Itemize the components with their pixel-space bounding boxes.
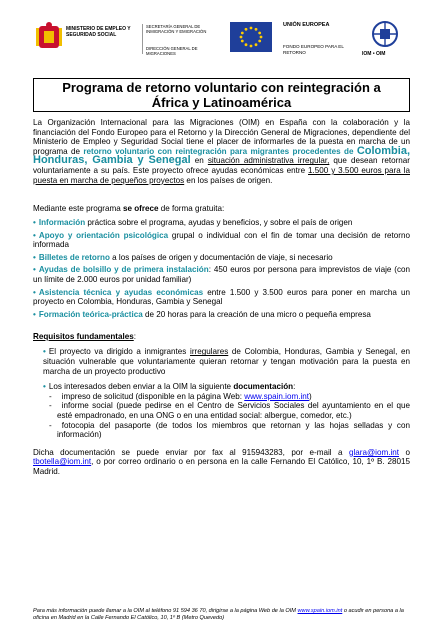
offer-item-text: a los países de origen y documentación de viaje, si necesario [109, 252, 333, 262]
secretaria-label: SECRETARÍA GENERAL DE INMIGRACIÓN Y EMIGRACIÓN [146, 24, 207, 34]
requirement-2: • Los interesados deben enviar a la OIM la siguiente documentación: [43, 382, 296, 392]
offer-item [33, 265, 410, 284]
intro-text-rest: que desean retornar voluntariamente a su país. Este proyecto ofrece ayudas económicas entre [33, 156, 410, 175]
header-logos [0, 0, 447, 70]
doc-item [33, 401, 410, 420]
offer-item-title: Asistencia técnica y ayudas económicas [38, 287, 204, 297]
dash-bullet: - [49, 420, 52, 430]
document-body [33, 118, 410, 477]
req2-c: : [293, 382, 296, 392]
requirements-title: Requisitos fundamentales [33, 331, 134, 341]
req1-a: El proyecto va dirigido a inmigrantes [48, 347, 191, 357]
footnote [33, 608, 410, 621]
doc-item-text: informe social (puede pedirse en el Centro de Servicios Sociales del ayuntamiento en el que esté empadronado, en una ONG o en una entidad social: albergue, comedor, etc.) [57, 401, 410, 421]
divider [142, 24, 143, 54]
doc-item [33, 421, 410, 440]
doc-item-text: fotocopia del pasaporte (de todos los miembros que retornan y las hojas selladas y con información) [57, 420, 410, 440]
bullet-icon: • [33, 265, 36, 275]
req2-b: documentación [233, 382, 294, 392]
offer-list [33, 218, 410, 319]
offer-item-title: Ayudas de bolsillo y de primera instalación [38, 265, 209, 275]
requirements-heading [33, 332, 410, 342]
direccion-label: DIRECCIÓN GENERAL DE MIGRACIONES [146, 46, 198, 56]
bullet-icon: • [33, 217, 36, 227]
contact-a: Dicha documentación se puede enviar por fax al 915943283, por e-mail a [33, 447, 349, 457]
contact-paragraph [33, 448, 410, 477]
irregular-status: situación administrativa irregular, [207, 156, 330, 166]
ministry-title: MINISTERIO DE EMPLEO Y SEGURIDAD SOCIAL [66, 26, 131, 38]
contact-c: , o por correo ordinario o en persona en la calle Fernando El Católico, 10, 1º B. 28015 Madrid. [33, 457, 410, 476]
offer-item-title: Apoyo y orientación psicológica [38, 230, 169, 240]
eu-fund-label: FONDO EUROPEO PARA EL RETORNO [283, 44, 344, 55]
contact-b: o [399, 447, 410, 457]
offer-item-text: grupal o individual con el fin de tomar una decisión de retorno informada [33, 230, 411, 250]
iom-logo-icon [368, 20, 402, 48]
iom-label: IOM • OIM [362, 51, 386, 57]
req1-u: irregulares [190, 347, 229, 357]
page-title [33, 78, 410, 112]
countries: Colombia, Honduras, Gambia y Senegal [33, 144, 410, 167]
intro-text-mid: en [190, 156, 208, 166]
offer-item-title: Billetes de retorno [38, 252, 110, 262]
intro-text: La Organización Internacional para las Migraciones (OIM) en España con la colaboración y la financiación del Fondo Europeo para el Retorno y la Dirección General de Migraciones, dependiente del Ministerio de Empleo y Seguridad Social tiene el placer de informarles de la puesta en marcha de un programa de [33, 118, 410, 156]
footnote-web-link[interactable]: www.spain.iom.int [297, 608, 343, 614]
offer-item-title: Formación teórica-práctica [38, 309, 143, 319]
offer-item-text: : 450 euros por persona para imprevistos de viaje (con un límite de 2.000 euros por unidad familiar) [33, 265, 410, 284]
dash-bullet: - [49, 391, 52, 401]
doc-item [33, 392, 410, 402]
bullet-icon: • [33, 230, 36, 240]
intro-text-end: en los países de origen. [184, 175, 273, 185]
offer-lead-b: se ofrece [122, 204, 159, 214]
email-link-2[interactable]: tbotella@iom.int [33, 457, 92, 467]
documentation-list [33, 392, 410, 440]
eu-flag-icon [230, 22, 272, 52]
intro-paragraph [33, 118, 410, 185]
bullet-icon: • [33, 309, 36, 319]
dash-bullet: - [49, 401, 52, 411]
offer-item [33, 231, 410, 250]
offer-item-text: práctica sobre el programa, ayudas y beneficios, y sobre el país de origen [85, 217, 353, 227]
req1-b: de Colombia, Honduras, Gambia y Senegal, en situación vulnerable que voluntariamente quieran retornar y tengan motivación para la puesta en marcha de un proyecto productivo [43, 347, 410, 376]
colon: : [133, 331, 136, 341]
email-link-1[interactable]: glara@iom.int [348, 447, 400, 457]
bullet-icon: • [33, 252, 36, 262]
requirement-1: • El proyecto va dirigido a inmigrantes irregulares de Colombia, Honduras, Gambia y Senegal, en situación vulnerable que voluntariamente quieran retornar y tengan motivación para la puesta en marcha de un proyecto productivo [43, 347, 410, 376]
bullet-icon: • [33, 287, 36, 297]
eu-title: UNIÓN EUROPEA [283, 22, 330, 28]
offer-lead [33, 204, 410, 214]
spain-shield-icon [36, 22, 62, 52]
offer-item [33, 253, 410, 263]
offer-lead-c: de forma gratuita: [158, 204, 225, 214]
offer-lead-a: Mediante este programa [33, 204, 123, 214]
offer-item-text: entre 1.500 y 3.500 euros para poner en marcha un proyecto en Colombia, Honduras, Gambia y Senegal [33, 287, 410, 307]
offer-item [33, 288, 410, 307]
offer-item [33, 218, 410, 228]
web-link[interactable]: www.spain.iom.int [244, 391, 310, 401]
intro-highlight: retorno voluntario con reintegración para migrantes procedentes de [83, 146, 357, 156]
doc-item-end: ) [309, 391, 312, 401]
title-line-1: Programa de retorno voluntario con reintegración a [62, 80, 381, 95]
offer-item-title: Información [38, 217, 86, 227]
req2-a: Los interesados deben enviar a la OIM la siguiente [48, 382, 234, 392]
offer-item-text: de 20 horas para la creación de una micro o pequeña empresa [142, 309, 371, 319]
footnote-b: o acudir en persona a la oficina en Madrid en la Calle Fernando El Católico, 10, 1º B (Metro Quevedo) [33, 608, 404, 621]
offer-item [33, 310, 410, 320]
title-line-2: África y Latinoamérica [151, 95, 292, 110]
doc-item-text: impreso de solicitud (disponible en la página Web: [61, 391, 245, 401]
aid-amount: 1.500 y 3.500 euros para la puesta en marcha de pequeños proyectos [33, 165, 410, 185]
footnote-a: Para más información puede llamar a la OIM al teléfono 91 594 36 70, dirigirse a la página Web de la OIM [33, 608, 298, 614]
